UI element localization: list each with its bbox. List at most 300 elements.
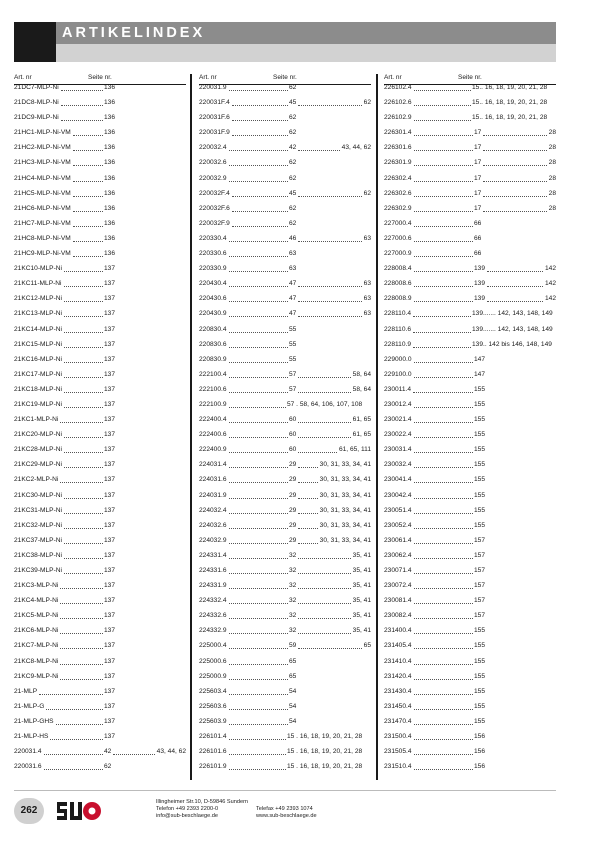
dot-leader	[414, 769, 473, 770]
index-row	[384, 729, 556, 744]
article-number: 222400.6	[199, 431, 227, 439]
index-row	[384, 201, 556, 216]
index-row	[199, 186, 371, 201]
index-row	[14, 729, 186, 744]
index-column-2	[199, 74, 371, 771]
page-reference: 137	[104, 491, 116, 499]
index-row	[384, 699, 556, 714]
article-number: 226301.9	[384, 159, 412, 167]
extra-pages: 35, 41	[352, 582, 371, 590]
article-number: 222100.4	[199, 370, 227, 378]
page-reference: 17	[474, 174, 482, 182]
index-row	[199, 80, 371, 95]
extra-pages: 30, 31, 33, 34, 41	[319, 506, 371, 514]
dot-leader	[64, 407, 103, 408]
article-number: 224031.6	[199, 476, 227, 484]
dot-leader	[298, 301, 362, 302]
extra-pages: 35, 41	[352, 551, 371, 559]
article-number: 228110.9	[384, 340, 412, 348]
page-reference: 137	[104, 461, 116, 469]
dot-leader	[414, 482, 473, 483]
page-reference: 157	[474, 567, 486, 574]
article-number: 222400.9	[199, 446, 227, 454]
dot-leader	[414, 558, 473, 559]
footer-email[interactable]: info@sub-beschlaege.de	[156, 813, 218, 819]
dot-leader	[73, 226, 103, 227]
extra-pages: 62	[363, 189, 371, 197]
article-number: 230031.4	[384, 446, 412, 454]
page-reference: 57 . 58, 64, 106, 107, 108	[287, 400, 363, 408]
page-reference: 137	[104, 476, 116, 484]
dot-leader	[298, 105, 362, 106]
page-reference: 60	[289, 431, 297, 439]
page-reference: 47	[289, 280, 297, 288]
dot-leader	[298, 543, 318, 544]
article-number: 225603.4	[199, 687, 227, 695]
extra-pages: 30, 31, 33, 34, 41	[319, 491, 371, 499]
page-reference: 139	[474, 280, 486, 288]
article-number: 21KC3-MLP-Ni	[14, 582, 59, 590]
extra-pages: 28	[548, 189, 556, 197]
index-row	[384, 503, 556, 518]
index-row	[14, 382, 186, 397]
page-reference: 63	[289, 265, 297, 273]
dot-leader	[229, 573, 288, 574]
page-reference: 156	[474, 733, 486, 741]
index-row	[199, 322, 371, 337]
dot-leader	[229, 301, 288, 302]
page-reference: 47	[289, 295, 297, 303]
dot-leader	[298, 498, 318, 499]
index-row	[384, 412, 556, 427]
index-row	[199, 578, 371, 593]
dot-leader	[229, 362, 288, 363]
index-row	[199, 729, 371, 744]
article-number: 228008.6	[384, 280, 412, 288]
dot-leader	[61, 90, 103, 91]
dot-leader	[229, 347, 288, 348]
index-row	[14, 638, 186, 653]
page-reference: 60	[289, 416, 297, 424]
page-reference: 15.. 16, 18, 19, 20, 21, 28	[472, 114, 548, 122]
dot-leader	[414, 498, 473, 499]
index-row	[199, 759, 371, 774]
page-reference: 155	[474, 702, 486, 710]
footer-rule	[14, 790, 556, 791]
dot-leader	[73, 150, 103, 151]
page-reference: 62	[289, 159, 297, 167]
extra-pages: 28	[548, 204, 556, 212]
page-reference: 46	[289, 234, 297, 242]
article-number: 230082.4	[384, 612, 412, 620]
index-row	[14, 110, 186, 125]
index-row	[384, 427, 556, 442]
page-reference: 137	[104, 431, 116, 439]
index-row	[199, 382, 371, 397]
article-number: 21KC12-MLP-Ni	[14, 295, 63, 303]
article-number: 21HC7-MLP-Ni-VM	[14, 219, 71, 227]
extra-pages: 63	[363, 280, 371, 288]
page-reference: 137	[104, 385, 116, 393]
article-number: 220031F.4	[199, 99, 230, 107]
index-row	[384, 352, 556, 367]
page-reference: 137	[104, 597, 116, 605]
dot-leader	[229, 739, 286, 740]
dot-leader	[414, 679, 473, 680]
index-row	[14, 623, 186, 638]
article-number: 21KC15-MLP-Ni	[14, 340, 63, 348]
seite-nr-header: Seite nr.	[458, 74, 482, 81]
article-number: 231450.4	[384, 702, 412, 710]
article-number: 220031F.6	[199, 114, 230, 122]
dot-leader	[298, 437, 351, 438]
index-row	[384, 488, 556, 503]
dot-leader	[487, 271, 543, 272]
article-number: 226302.6	[384, 189, 412, 197]
index-row	[14, 322, 186, 337]
article-number: 227000.9	[384, 250, 412, 258]
article-number: 220032F.6	[199, 204, 230, 212]
dot-leader	[487, 286, 543, 287]
article-number: 21KC19-MLP-Ni	[14, 400, 63, 408]
index-row	[384, 80, 556, 95]
dot-leader	[298, 558, 351, 559]
dot-leader	[229, 256, 288, 257]
page-reference: 136	[104, 129, 116, 137]
dot-leader	[64, 543, 103, 544]
page-reference: 137	[104, 416, 116, 424]
page-reference: 137	[104, 627, 116, 635]
footer-website[interactable]: www.sub-beschlaege.de	[256, 813, 317, 819]
index-row	[14, 608, 186, 623]
article-number: 226102.6	[384, 99, 412, 107]
dot-leader	[229, 633, 288, 634]
article-number: 220032.6	[199, 159, 227, 167]
index-row	[14, 155, 186, 170]
dot-leader	[229, 769, 286, 770]
dot-leader	[60, 664, 103, 665]
dot-leader	[414, 377, 473, 378]
art-nr-header: Art. nr	[384, 74, 402, 81]
page-reference: 155	[474, 642, 486, 650]
dot-leader	[483, 211, 547, 212]
index-row	[14, 669, 186, 684]
extra-pages: 30, 31, 33, 34, 41	[319, 461, 371, 469]
article-number: 230071.4	[384, 567, 412, 574]
article-number: 21KC39-MLP-Ni	[14, 567, 63, 574]
dot-leader	[298, 603, 351, 604]
page-reference: 55	[289, 325, 297, 333]
dot-leader	[414, 362, 473, 363]
dot-leader	[60, 603, 103, 604]
page-reference: 139.. 142 bis 146, 148, 149	[472, 340, 552, 348]
index-row	[14, 548, 186, 563]
dot-leader	[414, 603, 473, 604]
dot-leader	[414, 150, 473, 151]
extra-pages: 63	[363, 234, 371, 242]
article-number: 228008.4	[384, 265, 412, 273]
index-row	[14, 140, 186, 155]
dot-leader	[298, 467, 318, 468]
dot-leader	[73, 241, 103, 242]
index-rows	[384, 80, 556, 774]
dot-leader	[73, 165, 103, 166]
page-reference: 155	[474, 687, 486, 695]
dot-leader	[298, 422, 351, 423]
page-reference: 136	[104, 189, 116, 197]
dot-leader	[413, 392, 473, 393]
dot-leader	[64, 316, 103, 317]
article-number: 21HC5-MLP-Ni-VM	[14, 189, 71, 197]
index-row	[14, 261, 186, 276]
page-reference: 62	[104, 763, 112, 771]
article-number: 21-MLP-G	[14, 702, 45, 710]
dot-leader	[298, 633, 351, 634]
index-row	[384, 397, 556, 412]
index-row	[14, 533, 186, 548]
dot-leader	[44, 754, 103, 755]
dot-leader	[64, 362, 103, 363]
article-number: 21DC7-MLP-Ni	[14, 84, 59, 91]
index-row	[384, 155, 556, 170]
dot-leader	[64, 437, 103, 438]
dot-leader	[229, 422, 288, 423]
page-reference: 137	[104, 551, 116, 559]
page-title: ARTIKELINDEX	[62, 25, 206, 41]
page-reference: 137	[104, 400, 116, 408]
extra-pages: 62	[363, 99, 371, 107]
article-number: 21KC1-MLP-Ni	[14, 416, 59, 424]
index-row	[199, 623, 371, 638]
article-number: 21HC6-MLP-Ni-VM	[14, 204, 71, 212]
index-row	[14, 412, 186, 427]
index-row	[199, 699, 371, 714]
index-row	[384, 125, 556, 140]
article-number: 21KC10-MLP-Ni	[14, 265, 63, 273]
article-number: 21KC16-MLP-Ni	[14, 355, 63, 363]
article-number: 220330.6	[199, 250, 227, 258]
article-number: 228110.6	[384, 325, 412, 333]
article-number: 220032F.9	[199, 219, 230, 227]
extra-pages: 28	[548, 174, 556, 182]
article-number: 21KC32-MLP-Ni	[14, 521, 63, 529]
page-reference: 17	[474, 189, 482, 197]
dot-leader	[229, 271, 288, 272]
article-number: 220830.9	[199, 355, 227, 363]
dot-leader	[64, 528, 103, 529]
page-reference: 60	[289, 446, 297, 454]
page-reference: 137	[104, 567, 116, 574]
dot-leader	[414, 301, 473, 302]
article-number: 230012.4	[384, 400, 412, 408]
index-row	[14, 80, 186, 95]
page-reference: 62	[289, 114, 297, 122]
dot-leader	[64, 377, 103, 378]
index-row	[14, 291, 186, 306]
article-number: 225000.9	[199, 672, 227, 680]
article-number: 21KC4-MLP-Ni	[14, 597, 59, 605]
dot-leader	[414, 588, 473, 589]
page-reference: 155	[474, 717, 486, 725]
page-reference: 32	[289, 551, 297, 559]
page-reference: 32	[289, 567, 297, 574]
index-rows	[14, 80, 186, 774]
dot-leader	[229, 709, 288, 710]
dot-leader	[60, 422, 103, 423]
header-black-block	[14, 22, 56, 62]
dot-leader	[414, 573, 473, 574]
index-row	[384, 684, 556, 699]
footer-fax: Telefax +49 2393 1074	[256, 806, 313, 812]
index-row	[14, 397, 186, 412]
article-number: 226302.4	[384, 174, 412, 182]
index-rows	[199, 80, 371, 774]
dot-leader	[414, 165, 473, 166]
index-row	[384, 563, 556, 578]
page-reference: 137	[104, 265, 116, 273]
page-reference: 65	[289, 657, 297, 665]
dot-leader	[298, 513, 318, 514]
page-reference: 157	[474, 582, 486, 590]
dot-leader	[229, 724, 288, 725]
article-number: 230021.4	[384, 416, 412, 424]
index-row	[14, 337, 186, 352]
article-number: 224332.9	[199, 627, 227, 635]
page-reference: 17	[474, 129, 482, 137]
dot-leader	[414, 452, 473, 453]
article-number: 21HC9-MLP-Ni-VM	[14, 250, 71, 258]
page-reference: 57	[289, 370, 297, 378]
extra-pages: 61, 65	[352, 416, 371, 424]
dot-leader	[298, 241, 362, 242]
page-reference: 155	[474, 431, 486, 439]
extra-pages: 58, 64	[352, 385, 371, 393]
article-number: 231420.4	[384, 672, 412, 680]
extra-pages: 142	[544, 280, 556, 288]
article-number: 21KC18-MLP-Ni	[14, 385, 63, 393]
index-row	[14, 186, 186, 201]
index-row	[384, 246, 556, 261]
dot-leader	[298, 316, 362, 317]
index-row	[14, 427, 186, 442]
index-row	[384, 593, 556, 608]
article-number: 220830.4	[199, 325, 227, 333]
article-number: 227000.6	[384, 234, 412, 242]
article-number: 226301.4	[384, 129, 412, 137]
article-number: 220032.4	[199, 144, 227, 152]
page-reference: 62	[289, 84, 297, 91]
index-row	[384, 472, 556, 487]
dot-leader	[229, 664, 288, 665]
article-number: 222100.9	[199, 400, 227, 408]
index-row	[199, 533, 371, 548]
sub-logo-icon	[54, 796, 102, 826]
article-number: 21KC31-MLP-Ni	[14, 506, 63, 514]
header-bar-light	[56, 44, 556, 62]
article-number: 21KC29-MLP-Ni	[14, 461, 63, 469]
page-reference: 29	[289, 506, 297, 514]
index-row	[199, 714, 371, 729]
page-reference: 156	[474, 763, 486, 771]
index-row	[384, 291, 556, 306]
page-reference: 66	[474, 250, 482, 258]
dot-leader	[229, 452, 288, 453]
article-number: 21KC30-MLP-Ni	[14, 491, 63, 499]
dot-leader	[229, 286, 288, 287]
extra-pages: 35, 41	[352, 612, 371, 620]
index-row	[199, 412, 371, 427]
dot-leader	[229, 618, 288, 619]
page-reference: 45	[289, 99, 297, 107]
dot-leader	[414, 422, 473, 423]
dot-leader	[232, 226, 288, 227]
dot-leader	[61, 120, 103, 121]
page-reference: 136	[104, 219, 116, 227]
article-number: 227000.4	[384, 219, 412, 227]
index-row	[199, 488, 371, 503]
index-row	[199, 155, 371, 170]
page-reference: 156	[474, 748, 486, 756]
article-number: 231410.4	[384, 657, 412, 665]
index-row	[14, 231, 186, 246]
article-number: 225603.9	[199, 717, 227, 725]
index-row	[14, 352, 186, 367]
dot-leader	[56, 724, 103, 725]
dot-leader	[483, 165, 547, 166]
dot-leader	[232, 211, 288, 212]
index-row	[14, 367, 186, 382]
dot-leader	[229, 407, 286, 408]
page-reference: 155	[474, 476, 486, 484]
seite-nr-header: Seite nr.	[88, 74, 112, 81]
seite-nr-header: Seite nr.	[273, 74, 297, 81]
dot-leader	[60, 648, 103, 649]
index-row	[199, 563, 371, 578]
index-row	[14, 125, 186, 140]
dot-leader	[232, 135, 288, 136]
extra-pages: 43, 44, 62	[156, 748, 186, 756]
article-number: 230011.4	[384, 385, 412, 393]
dot-leader	[414, 407, 473, 408]
page-reference: 137	[104, 446, 116, 454]
index-row	[199, 457, 371, 472]
dot-leader	[298, 482, 318, 483]
index-row	[199, 125, 371, 140]
index-row	[384, 578, 556, 593]
page-reference: 136	[104, 204, 116, 212]
index-row	[199, 306, 371, 321]
article-number: 222400.4	[199, 416, 227, 424]
page-reference: 55	[289, 340, 297, 348]
index-row	[199, 231, 371, 246]
index-row	[199, 246, 371, 261]
extra-pages: 65	[363, 642, 371, 650]
index-row	[14, 171, 186, 186]
page-reference: 136	[104, 250, 116, 258]
page-reference: 66	[474, 234, 482, 242]
index-row	[384, 382, 556, 397]
page-reference: 17	[474, 159, 482, 167]
page-reference: 139....... 142, 143, 148, 149	[472, 325, 553, 333]
index-row	[14, 503, 186, 518]
index-row	[14, 744, 186, 759]
page-reference: 137	[104, 355, 116, 363]
page-reference: 29	[289, 461, 297, 469]
extra-pages: 30, 31, 33, 34, 41	[319, 536, 371, 544]
dot-leader	[298, 377, 351, 378]
index-row	[199, 638, 371, 653]
article-number: 224331.6	[199, 567, 227, 574]
